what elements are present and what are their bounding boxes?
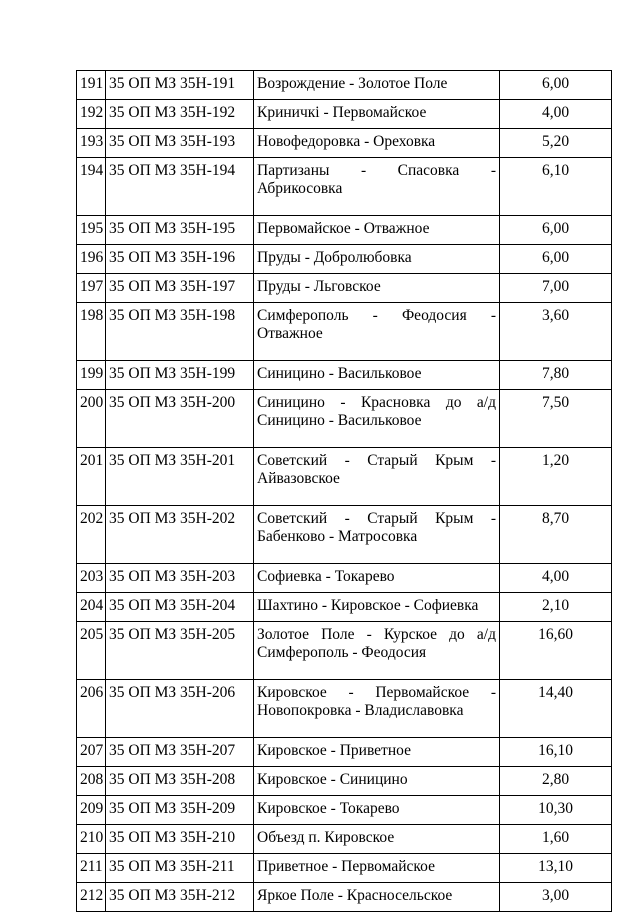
road-code-cell: 35 ОП МЗ 35Н-192 bbox=[106, 100, 254, 129]
route-name-cell: Объезд п. Кировское bbox=[254, 825, 500, 854]
road-code-cell: 35 ОП МЗ 35Н-209 bbox=[106, 796, 254, 825]
table-row bbox=[77, 622, 612, 680]
table-row bbox=[77, 448, 612, 506]
route-name-cell: Приветное - Первомайское bbox=[254, 854, 500, 883]
road-code-cell: 35 ОП МЗ 35Н-205 bbox=[106, 622, 254, 680]
route-name-cell: Синицино - Васильковое bbox=[254, 361, 500, 390]
row-number-cell: 196 bbox=[77, 245, 106, 274]
table-row bbox=[77, 303, 612, 361]
route-name-cell: Пруды - Добролюбовка bbox=[254, 245, 500, 274]
row-number-cell: 194 bbox=[77, 158, 106, 216]
route-name-cell: Пруды - Льговское bbox=[254, 274, 500, 303]
row-number-cell: 201 bbox=[77, 448, 106, 506]
length-km-cell: 7,80 bbox=[500, 361, 612, 390]
table-row bbox=[77, 767, 612, 796]
table-row bbox=[77, 129, 612, 158]
route-name-cell: Советский - Старый Крым - Айвазовское bbox=[254, 448, 500, 506]
length-km-cell: 6,10 bbox=[500, 158, 612, 216]
route-name-cell: Софиевка - Токарево bbox=[254, 564, 500, 593]
table-row bbox=[77, 390, 612, 448]
row-number-cell: 198 bbox=[77, 303, 106, 361]
route-name-cell: Кировское - Токарево bbox=[254, 796, 500, 825]
table-row bbox=[77, 361, 612, 390]
road-code-cell: 35 ОП МЗ 35Н-191 bbox=[106, 71, 254, 100]
row-number-cell: 193 bbox=[77, 129, 106, 158]
route-name-cell: Криничкі - Первомайское bbox=[254, 100, 500, 129]
route-name-cell: Возрождение - Золотое Поле bbox=[254, 71, 500, 100]
route-name-cell: Яркое Поле - Красносельское bbox=[254, 883, 500, 912]
row-number-cell: 203 bbox=[77, 564, 106, 593]
row-number-cell: 211 bbox=[77, 854, 106, 883]
length-km-cell: 7,00 bbox=[500, 274, 612, 303]
road-code-cell: 35 ОП МЗ 35Н-204 bbox=[106, 593, 254, 622]
length-km-cell: 2,10 bbox=[500, 593, 612, 622]
length-km-cell: 16,10 bbox=[500, 738, 612, 767]
row-number-cell: 205 bbox=[77, 622, 106, 680]
length-km-cell: 1,20 bbox=[500, 448, 612, 506]
route-name-cell: Золотое Поле - Курское до а/д Симферополь - Феодосия bbox=[254, 622, 500, 680]
route-name-cell: Синицино - Красновка до а/д Синицино - Васильковое bbox=[254, 390, 500, 448]
length-km-cell: 4,00 bbox=[500, 564, 612, 593]
road-code-cell: 35 ОП МЗ 35Н-206 bbox=[106, 680, 254, 738]
roads-table bbox=[76, 70, 612, 912]
route-name-cell: Кировское - Приветное bbox=[254, 738, 500, 767]
table-row bbox=[77, 593, 612, 622]
length-km-cell: 13,10 bbox=[500, 854, 612, 883]
row-number-cell: 212 bbox=[77, 883, 106, 912]
road-code-cell: 35 ОП МЗ 35Н-196 bbox=[106, 245, 254, 274]
row-number-cell: 209 bbox=[77, 796, 106, 825]
row-number-cell: 206 bbox=[77, 680, 106, 738]
table-row bbox=[77, 506, 612, 564]
road-code-cell: 35 ОП МЗ 35Н-199 bbox=[106, 361, 254, 390]
length-km-cell: 6,00 bbox=[500, 71, 612, 100]
row-number-cell: 199 bbox=[77, 361, 106, 390]
row-number-cell: 202 bbox=[77, 506, 106, 564]
length-km-cell: 5,20 bbox=[500, 129, 612, 158]
length-km-cell: 3,60 bbox=[500, 303, 612, 361]
road-code-cell: 35 ОП МЗ 35Н-197 bbox=[106, 274, 254, 303]
table-row bbox=[77, 883, 612, 912]
road-code-cell: 35 ОП МЗ 35Н-211 bbox=[106, 854, 254, 883]
road-code-cell: 35 ОП МЗ 35Н-208 bbox=[106, 767, 254, 796]
road-code-cell: 35 ОП МЗ 35Н-202 bbox=[106, 506, 254, 564]
length-km-cell: 16,60 bbox=[500, 622, 612, 680]
road-code-cell: 35 ОП МЗ 35Н-210 bbox=[106, 825, 254, 854]
length-km-cell: 8,70 bbox=[500, 506, 612, 564]
roads-table-body bbox=[77, 71, 612, 912]
route-name-cell: Кировское - Первомайское - Новопокровка - Владиславовка bbox=[254, 680, 500, 738]
table-row bbox=[77, 825, 612, 854]
road-code-cell: 35 ОП МЗ 35Н-212 bbox=[106, 883, 254, 912]
route-name-cell: Первомайское - Отважное bbox=[254, 216, 500, 245]
road-code-cell: 35 ОП МЗ 35Н-201 bbox=[106, 448, 254, 506]
table-row bbox=[77, 71, 612, 100]
row-number-cell: 210 bbox=[77, 825, 106, 854]
row-number-cell: 208 bbox=[77, 767, 106, 796]
length-km-cell: 4,00 bbox=[500, 100, 612, 129]
table-row bbox=[77, 680, 612, 738]
road-code-cell: 35 ОП МЗ 35Н-195 bbox=[106, 216, 254, 245]
row-number-cell: 191 bbox=[77, 71, 106, 100]
road-code-cell: 35 ОП МЗ 35Н-200 bbox=[106, 390, 254, 448]
table-row bbox=[77, 245, 612, 274]
row-number-cell: 204 bbox=[77, 593, 106, 622]
table-row bbox=[77, 564, 612, 593]
road-code-cell: 35 ОП МЗ 35Н-207 bbox=[106, 738, 254, 767]
length-km-cell: 14,40 bbox=[500, 680, 612, 738]
route-name-cell: Кировское - Синицино bbox=[254, 767, 500, 796]
table-row bbox=[77, 100, 612, 129]
road-code-cell: 35 ОП МЗ 35Н-203 bbox=[106, 564, 254, 593]
length-km-cell: 1,60 bbox=[500, 825, 612, 854]
route-name-cell: Советский - Старый Крым - Бабенково - Матросовка bbox=[254, 506, 500, 564]
length-km-cell: 6,00 bbox=[500, 216, 612, 245]
road-code-cell: 35 ОП МЗ 35Н-193 bbox=[106, 129, 254, 158]
length-km-cell: 6,00 bbox=[500, 245, 612, 274]
row-number-cell: 207 bbox=[77, 738, 106, 767]
road-code-cell: 35 ОП МЗ 35Н-198 bbox=[106, 303, 254, 361]
road-code-cell: 35 ОП МЗ 35Н-194 bbox=[106, 158, 254, 216]
table-row bbox=[77, 274, 612, 303]
row-number-cell: 197 bbox=[77, 274, 106, 303]
length-km-cell: 2,80 bbox=[500, 767, 612, 796]
length-km-cell: 7,50 bbox=[500, 390, 612, 448]
route-name-cell: Партизаны - Спасовка - Абрикосовка bbox=[254, 158, 500, 216]
row-number-cell: 195 bbox=[77, 216, 106, 245]
length-km-cell: 10,30 bbox=[500, 796, 612, 825]
route-name-cell: Симферополь - Феодосия - Отважное bbox=[254, 303, 500, 361]
table-row bbox=[77, 796, 612, 825]
table-row bbox=[77, 216, 612, 245]
route-name-cell: Новофедоровка - Ореховка bbox=[254, 129, 500, 158]
length-km-cell: 3,00 bbox=[500, 883, 612, 912]
table-row bbox=[77, 158, 612, 216]
table-row bbox=[77, 738, 612, 767]
route-name-cell: Шахтино - Кировское - Софиевка bbox=[254, 593, 500, 622]
row-number-cell: 200 bbox=[77, 390, 106, 448]
table-row bbox=[77, 854, 612, 883]
row-number-cell: 192 bbox=[77, 100, 106, 129]
